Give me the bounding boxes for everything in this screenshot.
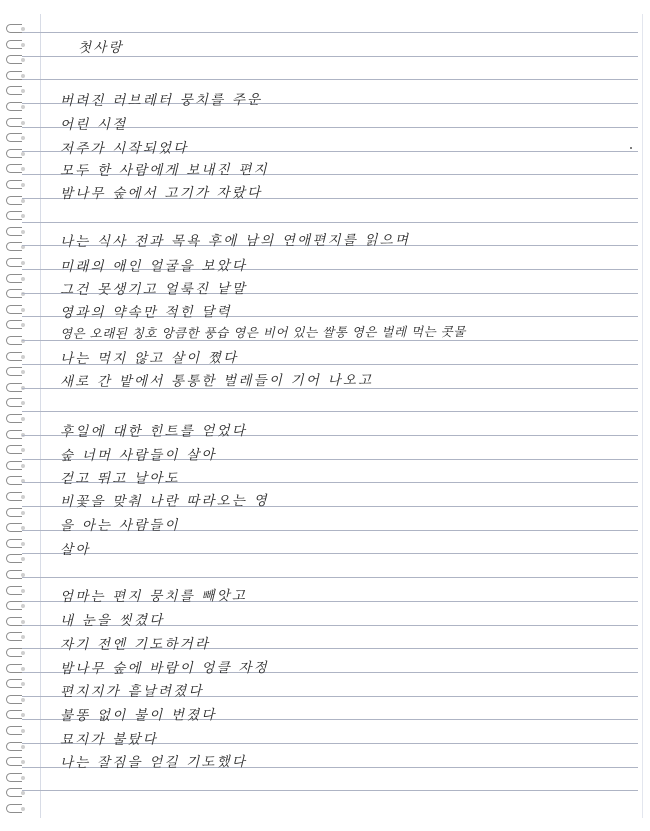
poem-line: 엄마는 편지 뭉치를 빼앗고 — [59, 588, 248, 605]
binding-ring — [6, 398, 22, 407]
poem-line: 후일에 대한 힌트를 얻었다 — [59, 423, 248, 440]
binding-ring — [6, 274, 22, 283]
poem-line: 영과의 약속만 적힌 달력 — [59, 304, 232, 321]
poem-line: 모두 한 사람에게 보내진 편지 — [59, 161, 269, 179]
ruled-line — [22, 32, 638, 33]
poem-line: 나는 식사 전과 목욕 후에 남의 연애편지를 읽으며 — [59, 232, 411, 250]
ruled-line — [22, 79, 638, 80]
binding-ring — [6, 40, 22, 49]
poem-line: 나는 먹지 않고 살이 쪘다 — [59, 350, 239, 367]
binding-ring — [6, 445, 22, 454]
binding-ring — [6, 476, 22, 485]
binding-ring — [6, 383, 22, 392]
ruled-line — [22, 790, 638, 791]
binding-ring — [6, 773, 22, 782]
binding-ring — [6, 414, 22, 423]
binding-ring — [6, 86, 22, 95]
poem-line: 미래의 애인 얼굴을 보았다 — [59, 258, 248, 275]
paper-margin-line — [40, 14, 41, 818]
binding-ring — [6, 242, 22, 251]
binding-ring — [6, 523, 22, 532]
binding-ring — [6, 118, 22, 127]
ruled-line — [22, 411, 638, 412]
ruled-line — [22, 222, 638, 223]
poem-line: 버려진 러브레터 뭉치를 주운 — [59, 91, 263, 109]
poem-line: 불똥 없이 불이 번졌다 — [59, 707, 217, 724]
binding-ring — [6, 617, 22, 626]
binding-ring — [6, 788, 22, 797]
binding-ring — [6, 55, 22, 64]
binding-ring — [6, 648, 22, 657]
binding-ring — [6, 710, 22, 719]
binding-ring — [6, 196, 22, 205]
binding-ring — [6, 352, 22, 361]
binding-ring — [6, 305, 22, 314]
binding-ring — [6, 320, 22, 329]
binding-ring — [6, 601, 22, 610]
poem-line: 비꽃을 맞춰 나란 따라오는 영 — [59, 492, 269, 510]
binding-ring — [6, 367, 22, 376]
poem-line: 영은 오래된 칭호 앙큼한 풍습 영은 비어 있는 쌀통 영은 벌레 먹는 콧물 — [59, 323, 466, 341]
poem-title: 첫사랑 — [77, 39, 124, 56]
poem-line: 묘지가 불탔다 — [59, 731, 158, 748]
poem-line: 나는 잘짐을 얻길 기도했다 — [59, 754, 248, 771]
binding-ring — [6, 570, 22, 579]
binding-ring — [6, 102, 22, 111]
binding-ring — [6, 679, 22, 688]
binding-ring — [6, 430, 22, 439]
binding-ring — [6, 461, 22, 470]
binding-ring — [6, 71, 22, 80]
ink-dot — [630, 147, 632, 149]
binding-ring — [6, 632, 22, 641]
binding-ring — [6, 289, 22, 298]
poem-line: 을 아는 사람들이 — [59, 517, 180, 534]
binding-ring — [6, 757, 22, 766]
binding-ring — [6, 164, 22, 173]
binding-ring — [6, 227, 22, 236]
binding-ring — [6, 804, 22, 813]
binding-ring — [6, 133, 22, 142]
poem-line: 내 눈을 씻겼다 — [59, 612, 165, 629]
binding-ring — [6, 149, 22, 158]
binding-ring — [6, 24, 22, 33]
binding-ring — [6, 726, 22, 735]
binding-ring — [6, 211, 22, 220]
binding-ring — [6, 492, 22, 501]
binding-ring — [6, 586, 22, 595]
binding-ring — [6, 539, 22, 548]
ruled-line — [22, 577, 638, 578]
binding-ring — [6, 180, 22, 189]
binding-ring — [6, 664, 22, 673]
binding-ring — [6, 258, 22, 267]
poem-line: 밤나무 숲에 바람이 엉클 자정 — [59, 659, 269, 677]
poem-line: 자기 전엔 기도하거라 — [59, 636, 211, 653]
binding-ring — [6, 742, 22, 751]
poem-line: 걷고 뛰고 날아도 — [59, 470, 180, 487]
ruled-line — [22, 56, 638, 57]
poem-line: 편지지가 흩날려졌다 — [59, 683, 204, 700]
binding-ring — [6, 554, 22, 563]
binding-ring — [6, 508, 22, 517]
binding-ring — [6, 336, 22, 345]
poem-line: 밤나무 숲에서 고기가 자랐다 — [59, 184, 263, 202]
poem-line: 어린 시절 — [59, 116, 128, 133]
poem-line: 살아 — [59, 541, 91, 558]
poem-line: 숲 너머 사람들이 살아 — [59, 447, 217, 464]
poem-line: 저주가 시작되었다 — [59, 140, 189, 157]
poem-line: 새로 간 밭에서 통통한 벌레들이 기어 나오고 — [59, 372, 374, 390]
ruled-line — [22, 553, 638, 554]
poem-line: 그건 못생기고 얼룩진 낱말 — [59, 281, 248, 298]
binding-ring — [6, 695, 22, 704]
